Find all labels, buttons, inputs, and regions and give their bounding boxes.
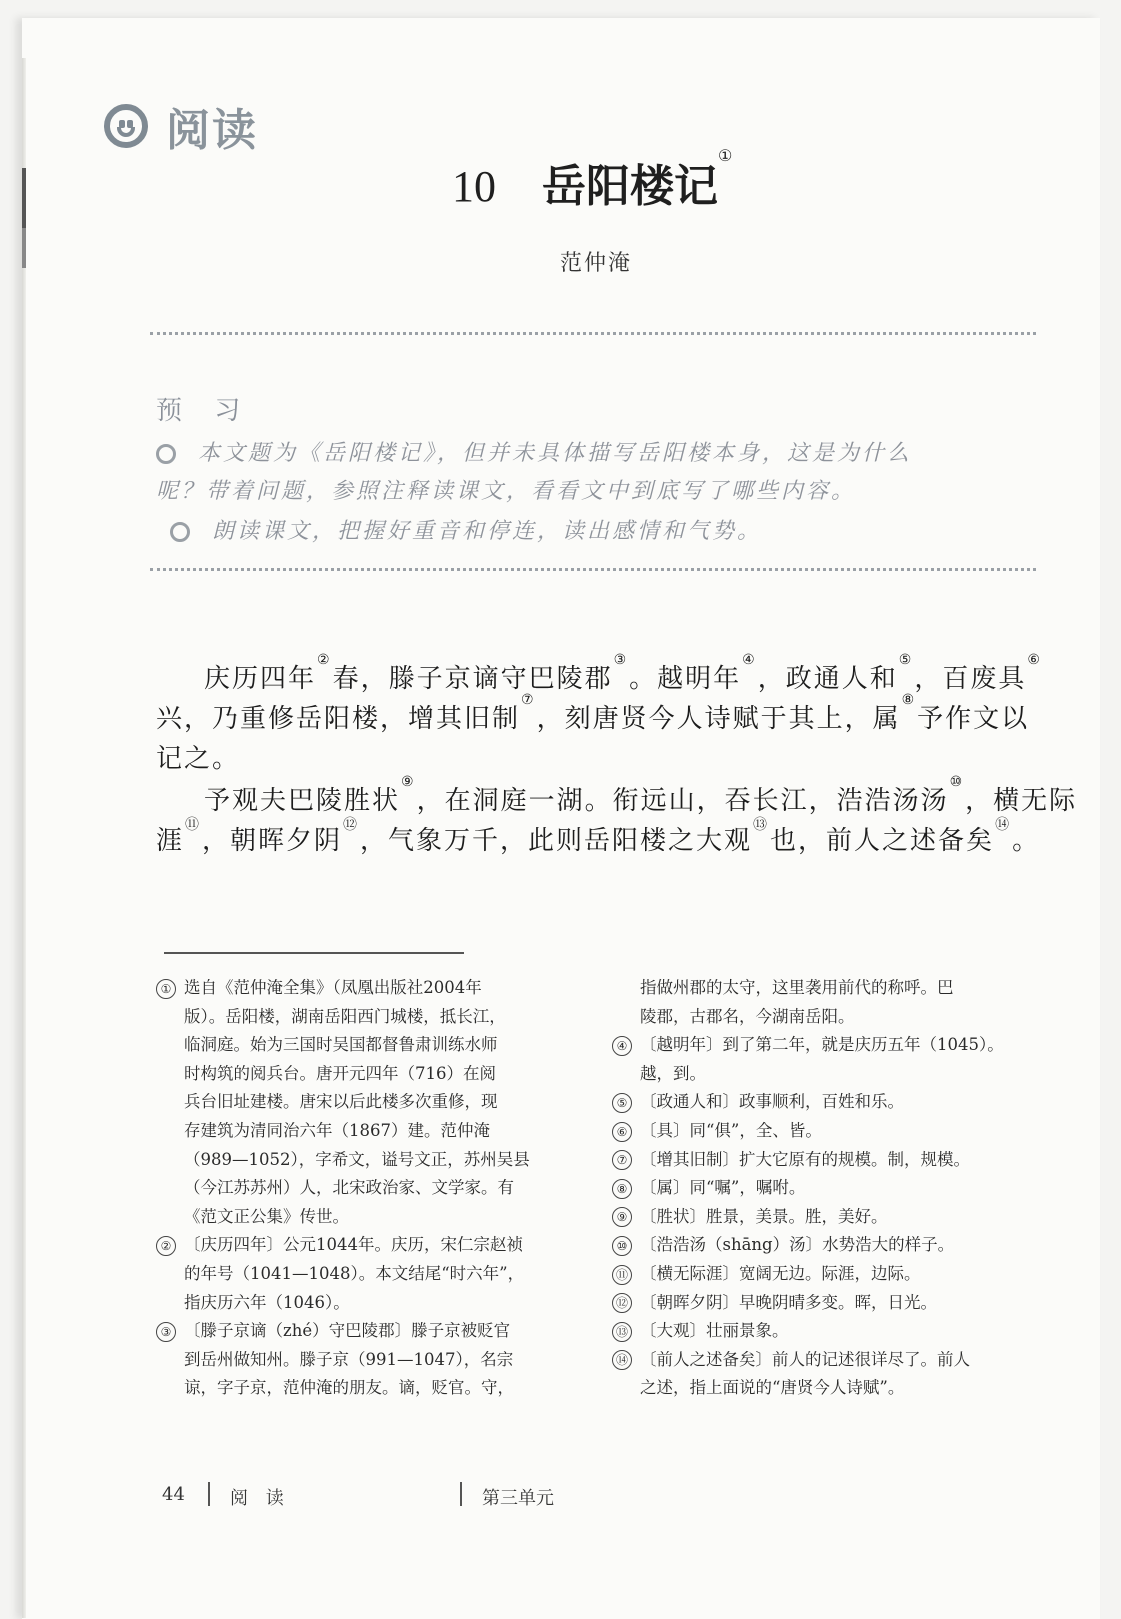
edge-mark (22, 168, 26, 228)
author: 范仲淹 (560, 251, 633, 276)
footnote-line (156, 1374, 514, 1399)
footnote-text: 〔横无际涯〕宽阔无边。际涯，边际。 (640, 1264, 921, 1283)
lesson-title-text: 岳阳楼记 (542, 161, 718, 212)
footnote-number: ⑦ (612, 1150, 632, 1170)
footnote-text: 〔胜状〕胜景，美景。胜，美好。 (640, 1206, 888, 1226)
footnote-text: 指做州郡的太守，这里袭用前代的称呼。巴 (640, 978, 954, 997)
footer-divider (460, 1482, 462, 1506)
divider (150, 568, 1036, 571)
text-line: 涯⑪，朝晖夕阴⑫，气象万千，此则岳阳楼之大观⑬也，前人之述备矣⑭。 (156, 817, 1041, 856)
footnote-text: （989—1052），字希文，谥号文正，苏州吴县 (184, 1149, 530, 1169)
footnote-text: 〔浩浩汤（shāng）汤〕水势浩大的样子。 (640, 1235, 955, 1255)
footnote-line (612, 1003, 855, 1028)
footnote-line (612, 1031, 1004, 1056)
footnote-number: ③ (156, 1322, 176, 1342)
footnote-line (156, 1003, 506, 1028)
footnote-text: 陵郡，古郡名，今湖南岳阳。 (640, 1006, 855, 1026)
footnote-line (156, 1203, 349, 1228)
bullet-icon (156, 444, 176, 464)
footnote-text: 〔前人之述备矣〕前人的记述很详尽了。前人 (640, 1349, 970, 1369)
footnote-text: 谅，字子京，范仲淹的朋友。谪，贬官。守， (184, 1378, 514, 1398)
footer-section: 阅 读 (230, 1488, 290, 1509)
footnote-line (612, 974, 954, 999)
footnote-line (156, 1174, 514, 1199)
footnote-text: 〔属〕同“嘱”，嘱咐。 (640, 1178, 806, 1198)
footer-divider (208, 1482, 210, 1506)
text-line: 兴，乃重修岳阳楼，增其旧制⑦，刻唐贤今人诗赋于其上，属⑧予作文以 (156, 692, 1030, 734)
footnote-line (612, 1317, 789, 1342)
footnote-number: ⑥ (612, 1122, 632, 1142)
footnote-line (156, 974, 482, 999)
footnote-number: ④ (612, 1036, 632, 1056)
footnote-text: 兵台旧址建楼。唐宋以后此楼多次重修，现 (184, 1092, 498, 1112)
lesson-title (452, 146, 733, 214)
preview-title: 预 习 (156, 396, 253, 426)
preview-line: 呢？带着问题，参照注释读课文，看看文中到底写了哪些内容。 (156, 479, 857, 504)
footnote-number: ⑨ (612, 1207, 632, 1227)
footnote-line (612, 1374, 904, 1399)
footnote-text: 〔滕子京谪（zhé）守巴陵郡〕滕子京被贬官 (184, 1321, 511, 1341)
preview-line: 本文题为《岳阳楼记》，但并未具体描写岳阳楼本身，这是为什么 (156, 436, 1036, 467)
section-badge (104, 94, 258, 158)
footnote-number: ① (156, 979, 176, 999)
footnote-number: ⑩ (612, 1236, 632, 1256)
footnote-line (612, 1231, 954, 1256)
footnote-line (612, 1346, 970, 1371)
footnote-line (156, 1289, 350, 1314)
footnote-line (612, 1203, 888, 1228)
footnote-line (156, 1346, 513, 1371)
footnote-text: 〔政通人和〕政事顺利，百姓和乐。 (640, 1092, 904, 1112)
footnote-text: 〔具〕同“俱”，全、皆。 (640, 1121, 822, 1140)
textbook-page (22, 18, 1100, 1619)
footnote-text: 〔朝晖夕阴〕早晚阴晴多变。晖，日光。 (640, 1292, 937, 1312)
divider (150, 332, 1036, 335)
footnote-line (156, 1031, 498, 1056)
footnote-text: （今江苏苏州）人，北宋政治家、文学家。有 (184, 1178, 514, 1198)
footnote-number: ② (156, 1236, 176, 1256)
footnote-line (156, 1146, 530, 1171)
footnote-text: 到岳州做知州。滕子京（991—1047），名宗 (184, 1349, 514, 1369)
footnote-line (612, 1146, 970, 1171)
footnote-line (612, 1060, 706, 1085)
lesson-number: 10 (452, 162, 496, 211)
footnote-text: 之述，指上面说的“唐贤今人诗赋”。 (640, 1378, 905, 1398)
footnote-text: 时构筑的阅兵台。唐开元四年（716）在阅 (184, 1063, 496, 1083)
page-edge (22, 58, 26, 1618)
title-note-mark: ① (718, 146, 733, 165)
bullet-icon (170, 522, 190, 542)
footnote-number: ⑬ (612, 1322, 632, 1342)
footnote-text: 〔大观〕壮丽景象。 (640, 1321, 789, 1341)
footnote-line (156, 1231, 523, 1256)
footnote-number: ⑪ (612, 1265, 632, 1285)
footnote-number: ⑧ (612, 1179, 632, 1199)
footnote-line (156, 1260, 524, 1285)
footnote-line (612, 1088, 904, 1113)
footnote-text: 〔庆历四年〕公元1044年。庆历，宋仁宗赵祯 (184, 1235, 523, 1255)
page-number: 44 (162, 1484, 185, 1505)
text-line: 予观夫巴陵胜状⑨，在洞庭一湖。衔远山，吞长江，浩浩汤汤⑩，横无际 (204, 774, 1078, 816)
footnote-line (612, 1117, 822, 1142)
footnote-line (612, 1260, 921, 1285)
footnote-line (156, 1088, 498, 1113)
footnote-line (156, 1117, 490, 1142)
footnote-text: 〔越明年〕到了第二年，就是庆历五年（1045）。 (640, 1035, 1004, 1055)
footer-unit: 第三单元 (482, 1488, 554, 1509)
footnote-text: 存建筑为清同治六年（1867）建。范仲淹 (184, 1121, 490, 1140)
footnote-text: 临洞庭。始为三国时吴国都督鲁肃训练水师 (184, 1035, 498, 1055)
text-line: 记之。 (156, 744, 241, 774)
footnote-number: ⑫ (612, 1293, 632, 1313)
footnote-line (612, 1174, 805, 1199)
footnote-text: 《范文正公集》传世。 (184, 1206, 349, 1226)
footnote-text: 越，到。 (640, 1063, 706, 1083)
footnote-text: 选自《范仲淹全集》（凤凰出版社2004年 (184, 978, 482, 997)
footnote-line (156, 1060, 496, 1085)
footnote-line (156, 1317, 510, 1342)
section-label: 阅读 (166, 105, 258, 156)
footnote-text: 〔增其旧制〕扩大它原有的规模。制，规模。 (640, 1149, 970, 1169)
footnote-number: ⑭ (612, 1350, 632, 1370)
footnote-text: 的年号（1041—1048）。本文结尾“时六年”， (184, 1264, 525, 1283)
footnote-line (612, 1289, 937, 1314)
footnote-rule (164, 952, 464, 954)
footnote-text: 指庆历六年（1046）。 (184, 1292, 350, 1312)
smiley-icon (104, 104, 148, 148)
footnote-number: ⑤ (612, 1093, 632, 1113)
preview-line: 朗读课文，把握好重音和停连，读出感情和气势。 (156, 514, 1036, 545)
footnote-text: 版）。岳阳楼，湖南岳阳西门城楼，抵长江， (184, 1006, 506, 1026)
edge-mark (22, 228, 26, 268)
text-line: 庆历四年②春，滕子京谪守巴陵郡③。越明年④，政通人和⑤，百废具⑥ (204, 652, 1042, 694)
